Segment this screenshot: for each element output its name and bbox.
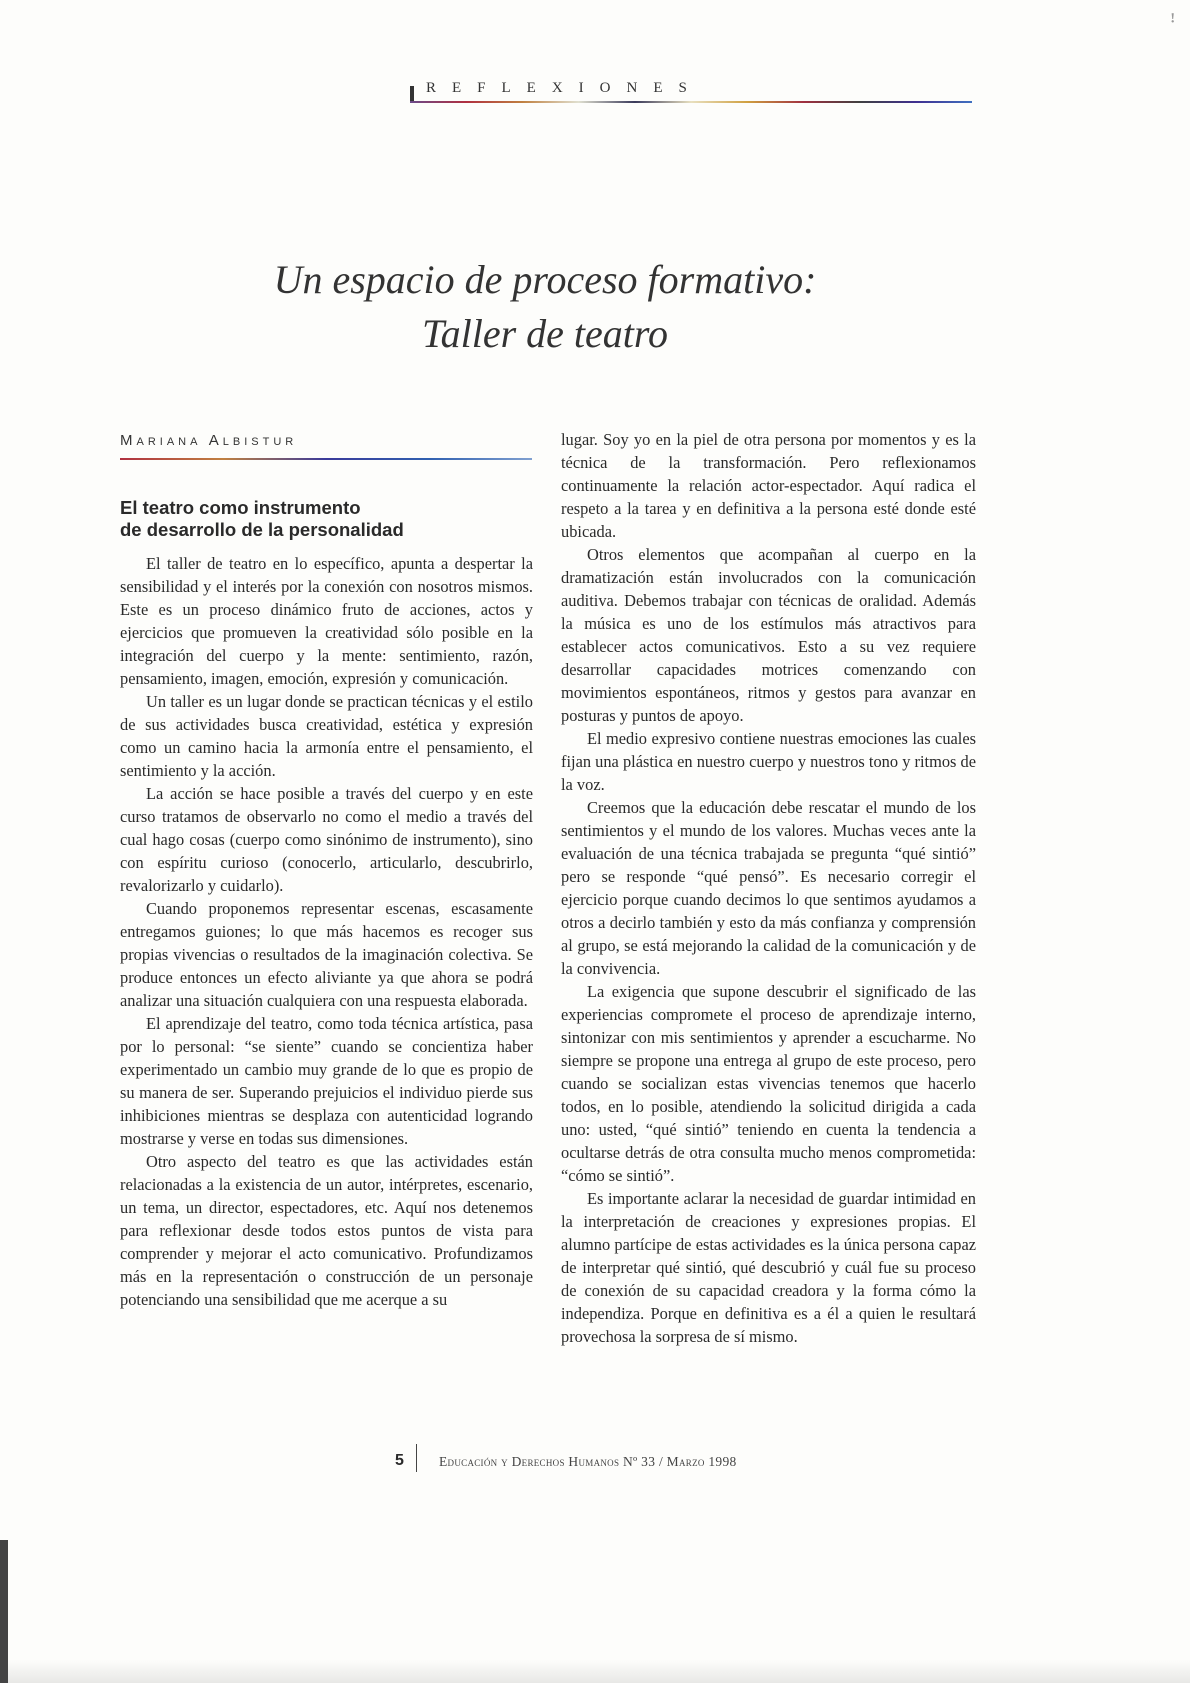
left-column <box>120 552 533 1311</box>
article-title-line1: Un espacio de proceso formativo: <box>273 257 817 302</box>
heading-line2: de desarrollo de la personalidad <box>120 519 404 540</box>
page-number: 5 <box>395 1452 404 1469</box>
scan-edge-bottom <box>0 1660 1190 1683</box>
section-header <box>410 80 972 102</box>
section-rule <box>410 101 972 103</box>
scan-mark: ꜝ <box>1169 14 1176 36</box>
paragraph: El aprendizaje del teatro, como toda técnica artística, pasa por lo personal: “se siente” cuando se concientiza haber experimentado un cambio muy grande de lo que es propio de su manera de ser. Superando prejuicios el individuo pierde sus inhibiciones mientras se desplaza con autenticidad logrando mostrarse y verse en todas sus dimensiones. <box>120 1014 533 1148</box>
paragraph: La acción se hace posible a través del cuerpo y en este curso tratamos de observarlo no como el medio a través del cual hago cosas (cuerpo como sinónimo de instrumento), sino con espíritu curioso (conocerlo, articularlo, descubrirlo, revalorizarlo y cuidarlo). <box>120 784 533 895</box>
paragraph: Otro aspecto del teatro es que las actividades están relacionadas a la existencia de un autor, intérpretes, escenario, un tema, un director, espectadores, etc. Aquí nos detenemos para reflexionar desde todos estos puntos de vista para comprender y mejorar el acto comunicativo. Profundizamos más en la representación o construcción de un personaje potenciando una sensibilidad que me acerque a su <box>120 1152 533 1309</box>
scan-edge-left <box>0 1540 8 1683</box>
paragraph: Creemos que la educación debe rescatar el mundo de los sentimientos y el mundo de los valores. Muchas veces ante la evaluación de una técnica trabajada se pregunta “qué sintió” pero se responde “qué pensó”. Es necesario corregir el ejercicio porque cuando decimos lo que sentimos ayudamos a otros a decirlo también y esto da más confianza y comprensión al grupo, se está mejorando la calidad de la comunicación y de la convivencia. <box>561 798 976 978</box>
paragraph: Otros elementos que acompañan al cuerpo en la dramatización están involucrados con la comunicación auditiva. Debemos trabajar con técnicas de oralidad. Además la música es uno de los estímulos más atractivos para establecer actos comunicativos. Esto a su vez requiere desarrollar capacidades motrices comenzando con movimientos espontáneos, ritmos y gestos para avanzar en posturas y puntos de apoyo. <box>561 545 976 725</box>
footer-divider <box>416 1444 417 1472</box>
article-title-line2: Taller de teatro <box>422 311 668 356</box>
section-bar <box>410 86 414 102</box>
section-label: REFLEXIONES <box>426 80 703 96</box>
author-name <box>120 432 297 449</box>
author-rule <box>120 458 532 460</box>
section-heading <box>120 497 540 541</box>
author-text: Mariana Albistur <box>120 432 298 449</box>
paragraph: lugar. Soy yo en la piel de otra persona por momentos y es la técnica de la transformación. Pero reflexionamos continuamente la relación actor-espectador. Aquí radica el respeto a la tarea y en definitiva a la persona esté donde esté ubicada. <box>561 430 976 541</box>
publication-info: Educación y Derechos Humanos Nº 33 / Marzo 1998 <box>439 1454 737 1469</box>
heading-line1: El teatro como instrumento <box>120 497 361 518</box>
paragraph: El taller de teatro en lo específico, apunta a despertar la sensibilidad y el interés por la conexión con nosotros mismos. Este es un proceso dinámico fruto de acciones, actos y ejercicios que promueven la creatividad sólo posible en la integración del cuerpo y la mente: sentimiento, razón, pensamiento, imagen, emoción, expresión y comunicación. <box>120 554 533 688</box>
paragraph: Cuando proponemos representar escenas, escasamente entregamos guiones; lo que más hacemos es recoger sus propias vivencias o resultados de la imaginación colectiva. Se produce entonces un efecto aliviante ya que ahora se podrá analizar una situación cualquiera con una respuesta elaborada. <box>120 899 533 1010</box>
paragraph: Un taller es un lugar donde se practican técnicas y el estilo de sus actividades busca creatividad, estética y expresión como un camino hacia la armonía entre el pensamiento, el sentimiento y la acción. <box>120 692 533 780</box>
paragraph: El medio expresivo contiene nuestras emociones las cuales fijan una plástica en nuestro cuerpo y nuestros tono y ritmos de la voz. <box>561 729 976 794</box>
paragraph: Es importante aclarar la necesidad de guardar intimidad en la interpretación de creaciones y expresiones propias. El alumno partícipe de estas actividades es la única persona capaz de interpretar qué sintió, qué descubrió y cuál fue su proceso de conexión de su capacidad creadora y la forma cómo la independiza. Porque en definitiva es a él a quien le resultará provechosa la sorpresa de sí mismo. <box>561 1189 976 1346</box>
right-column <box>561 428 976 1348</box>
paragraph: La exigencia que supone descubrir el significado de las experiencias compromete el proceso de aprendizaje interno, sintonizar con mis sentimientos y aprender a escucharme. No siempre se propone una entrega al grupo de este proceso, pero cuando se socializan estas vivencias tenemos que hacerlo todos, en lo posible, atendiendo la solicitud dirigida a cada uno: usted, “qué sintió” teniendo en cuenta la tendencia a ocultarse detrás de otra consulta mucho menos comprometida: “cómo se sintió”. <box>561 982 976 1185</box>
